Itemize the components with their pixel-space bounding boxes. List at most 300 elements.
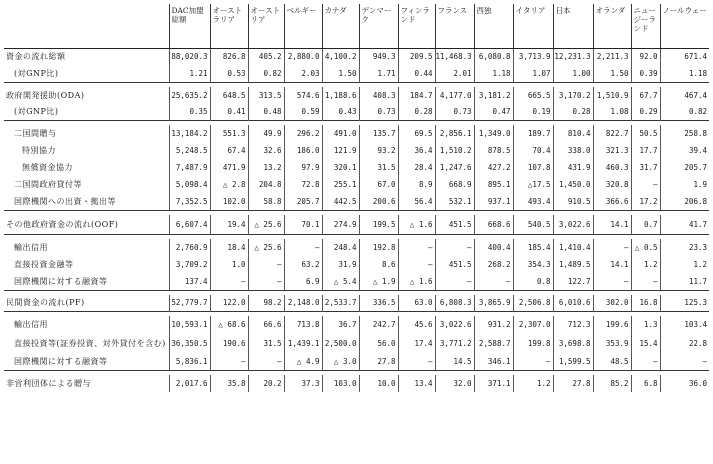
value-cell: 50.5 (631, 125, 660, 142)
value-cell: 36.4 (398, 142, 435, 159)
column-header: デンマーク (359, 4, 398, 48)
value-cell: 67.7 (631, 87, 660, 104)
value-cell: 184.7 (398, 87, 435, 104)
value-cell: 1.9 (660, 176, 709, 193)
value-cell: 14.5 (435, 353, 474, 370)
column-header: フィンランド (398, 4, 435, 48)
row-label: 国際機関への出資・拠出等 (14, 196, 116, 206)
row-label: 直接投資等(証券投資、対外貸付を含む) (14, 338, 166, 348)
value-cell: 48.5 (593, 353, 631, 370)
column-header: ベルギー (284, 4, 322, 48)
value-cell: 3,709.2 (169, 256, 210, 273)
value-cell: 31.5 (359, 159, 398, 176)
table-row (4, 333, 709, 353)
table-row (4, 239, 709, 256)
value-cell: 32.6 (248, 142, 284, 159)
value-cell: 1.71 (359, 65, 398, 82)
value-cell: 668.9 (435, 176, 474, 193)
value-cell: 1.0 (210, 256, 248, 273)
value-cell: △ 1.6 (398, 273, 435, 290)
value-cell: 712.3 (553, 316, 593, 333)
value-cell: — (398, 353, 435, 370)
value-cell: 103.0 (322, 375, 359, 392)
value-cell: 427.2 (474, 159, 513, 176)
column-header: ニュージーランド (631, 4, 660, 48)
value-cell: 532.1 (435, 193, 474, 210)
value-cell: 102.0 (210, 193, 248, 210)
value-cell: 274.9 (322, 215, 359, 235)
value-cell: 2,588.7 (474, 333, 513, 353)
value-cell: 10,593.1 (169, 316, 210, 333)
row-label: 国際機関に対する融資等 (14, 276, 108, 286)
value-cell: 0.29 (631, 104, 660, 121)
value-cell: 185.4 (513, 239, 553, 256)
table-row (4, 176, 709, 193)
value-cell: 14.1 (593, 256, 631, 273)
value-cell: 45.6 (398, 316, 435, 333)
value-cell: 93.2 (359, 142, 398, 159)
value-cell: 313.5 (248, 87, 284, 104)
value-cell: 1.18 (660, 65, 709, 82)
value-cell: 6.9 (284, 273, 322, 290)
value-cell: 0.39 (631, 65, 660, 82)
value-cell: 6,607.4 (169, 215, 210, 235)
table-row (4, 159, 709, 176)
value-cell: 346.1 (474, 353, 513, 370)
value-cell: 321.3 (593, 142, 631, 159)
value-cell: 431.9 (553, 159, 593, 176)
value-cell: 1,489.5 (553, 256, 593, 273)
value-cell: 63.2 (284, 256, 322, 273)
value-cell: 242.7 (359, 316, 398, 333)
value-cell: 206.8 (660, 193, 709, 210)
value-cell: 1,410.4 (553, 239, 593, 256)
value-cell: 10.0 (359, 375, 398, 392)
value-cell: 200.6 (359, 193, 398, 210)
value-cell: 1.18 (474, 65, 513, 82)
value-cell: 5,248.5 (169, 142, 210, 159)
value-cell: 2,307.0 (513, 316, 553, 333)
value-cell: 713.8 (284, 316, 322, 333)
value-cell: 296.2 (284, 125, 322, 142)
value-cell: — (248, 256, 284, 273)
value-cell: 69.5 (398, 125, 435, 142)
column-header: イタリア (513, 4, 553, 48)
row-label: 民間資金の流れ(PF) (6, 298, 85, 308)
value-cell: 0.47 (474, 104, 513, 121)
row-label: 輸出信用 (14, 320, 48, 329)
value-cell: 258.8 (660, 125, 709, 142)
table-row (4, 353, 709, 370)
value-cell: 400.4 (474, 239, 513, 256)
value-cell: 70.4 (513, 142, 553, 159)
value-cell: 1.2 (513, 375, 553, 392)
value-cell: — (398, 256, 435, 273)
value-cell: 3,022.6 (435, 316, 474, 333)
value-cell: 937.1 (474, 193, 513, 210)
value-cell: 97.9 (284, 159, 322, 176)
value-cell: 1,188.6 (322, 87, 359, 104)
table-row (4, 87, 709, 104)
value-cell: 92.0 (631, 48, 660, 65)
value-cell: 2,148.0 (284, 295, 322, 312)
value-cell: — (435, 273, 474, 290)
value-cell: 8.6 (359, 256, 398, 273)
value-cell: 67.4 (210, 142, 248, 159)
value-cell: 0.19 (513, 104, 553, 121)
value-cell: — (248, 273, 284, 290)
value-cell: 671.4 (660, 48, 709, 65)
value-cell: 353.9 (593, 333, 631, 353)
table-row (4, 375, 709, 392)
table-row (4, 273, 709, 290)
value-cell: 0.43 (322, 104, 359, 121)
value-cell: 31.9 (322, 256, 359, 273)
value-cell: 491.0 (322, 125, 359, 142)
value-cell: 460.3 (593, 159, 631, 176)
column-header: 西独 (474, 4, 513, 48)
row-label: 無償資金協力 (22, 163, 73, 172)
value-cell: 199.5 (359, 215, 398, 235)
value-cell: 3,181.2 (474, 87, 513, 104)
value-cell: 1.50 (593, 65, 631, 82)
value-cell: 0.35 (169, 104, 210, 121)
value-cell: 12,231.3 (553, 48, 593, 65)
column-header: カナダ (322, 4, 359, 48)
value-cell: 822.7 (593, 125, 631, 142)
value-cell: 3,022.6 (553, 215, 593, 235)
value-cell: 0.73 (359, 104, 398, 121)
value-cell: 23.3 (660, 239, 709, 256)
value-cell: 2.03 (284, 65, 322, 82)
value-cell: — (631, 273, 660, 290)
value-cell: — (660, 353, 709, 370)
value-cell: 1.50 (322, 65, 359, 82)
row-label: 輸出信用 (14, 243, 48, 252)
row-label: 特別協力 (22, 146, 56, 155)
value-cell: 0.28 (398, 104, 435, 121)
value-cell: 0.73 (435, 104, 474, 121)
value-cell: 0.48 (248, 104, 284, 121)
value-cell: 204.8 (248, 176, 284, 193)
value-cell: 186.0 (284, 142, 322, 159)
value-cell: 125.3 (660, 295, 709, 312)
value-cell: △17.5 (513, 176, 553, 193)
value-cell: 88,020.3 (169, 48, 210, 65)
column-header: オーストラリア (210, 4, 248, 48)
row-label: 資金の流れ総額 (6, 52, 66, 62)
value-cell: 6,080.8 (474, 48, 513, 65)
value-cell: 1.08 (593, 104, 631, 121)
value-cell: 135.7 (359, 125, 398, 142)
value-cell: 7,352.5 (169, 193, 210, 210)
value-cell: 255.1 (322, 176, 359, 193)
value-cell: 1.3 (631, 316, 660, 333)
value-cell: 1,510.9 (593, 87, 631, 104)
value-cell: 121.9 (322, 142, 359, 159)
value-cell: 13.2 (248, 159, 284, 176)
value-cell: 6,808.3 (435, 295, 474, 312)
value-cell: 467.4 (660, 87, 709, 104)
value-cell: — (631, 176, 660, 193)
value-cell: △ 4.9 (284, 353, 322, 370)
value-cell: 19.4 (210, 215, 248, 235)
value-cell: 122.0 (210, 295, 248, 312)
value-cell: 442.5 (322, 193, 359, 210)
value-cell: 949.3 (359, 48, 398, 65)
value-cell: 0.53 (210, 65, 248, 82)
value-cell: 63.0 (398, 295, 435, 312)
value-cell: 25,635.2 (169, 87, 210, 104)
value-cell: 471.9 (210, 159, 248, 176)
value-cell: 1,599.5 (553, 353, 593, 370)
value-cell: 2,506.8 (513, 295, 553, 312)
value-cell: 408.3 (359, 87, 398, 104)
value-cell: 103.4 (660, 316, 709, 333)
value-cell: 931.2 (474, 316, 513, 333)
value-cell: 354.3 (513, 256, 553, 273)
value-cell: 36.7 (322, 316, 359, 333)
value-cell: 451.5 (435, 215, 474, 235)
value-cell: 0.59 (284, 104, 322, 121)
value-cell: 1,349.0 (474, 125, 513, 142)
value-cell: 2,500.0 (322, 333, 359, 353)
column-header: ノールウェー (660, 4, 709, 48)
value-cell: △ 68.6 (210, 316, 248, 333)
value-cell: 5,098.4 (169, 176, 210, 193)
value-cell: 16.8 (631, 295, 660, 312)
value-cell: 451.5 (435, 256, 474, 273)
value-cell: 56.4 (398, 193, 435, 210)
value-cell: 32.0 (435, 375, 474, 392)
value-cell: 1.21 (169, 65, 210, 82)
value-cell: 1,247.6 (435, 159, 474, 176)
value-cell: 7,487.9 (169, 159, 210, 176)
value-cell: 0.7 (631, 215, 660, 235)
value-cell: 895.1 (474, 176, 513, 193)
table-row (4, 193, 709, 210)
value-cell: 31.7 (631, 159, 660, 176)
table-row (4, 215, 709, 235)
value-cell: 52,779.7 (169, 295, 210, 312)
value-cell: 0.8 (513, 273, 553, 290)
value-cell: 540.5 (513, 215, 553, 235)
table-row (4, 256, 709, 273)
statistics-sheet (4, 4, 709, 460)
value-cell: 0.41 (210, 104, 248, 121)
row-label: 国際機関に対する融資等 (14, 356, 108, 366)
value-cell: 6,010.6 (553, 295, 593, 312)
row-label: 非営利団体による贈与 (6, 378, 91, 388)
value-cell: 0.82 (248, 65, 284, 82)
column-header: オーストリア (248, 4, 284, 48)
value-cell: 72.8 (284, 176, 322, 193)
value-cell: 41.7 (660, 215, 709, 235)
value-cell: 39.4 (660, 142, 709, 159)
value-cell: 56.0 (359, 333, 398, 353)
value-cell: 205.7 (660, 159, 709, 176)
value-cell: △ 3.0 (322, 353, 359, 370)
value-cell: — (593, 273, 631, 290)
value-cell: 36.0 (660, 375, 709, 392)
table-row (4, 48, 709, 65)
value-cell: 17.2 (631, 193, 660, 210)
value-cell: 3,170.2 (553, 87, 593, 104)
value-cell: 199.6 (593, 316, 631, 333)
value-cell: — (284, 239, 322, 256)
value-cell: 98.2 (248, 295, 284, 312)
value-cell: 4,177.0 (435, 87, 474, 104)
value-cell: 336.5 (359, 295, 398, 312)
value-cell: 36,350.5 (169, 333, 210, 353)
value-cell: — (513, 353, 553, 370)
value-cell: 366.6 (593, 193, 631, 210)
value-cell: 28.4 (398, 159, 435, 176)
value-cell: — (435, 239, 474, 256)
value-cell: 49.9 (248, 125, 284, 142)
header-corner (4, 4, 169, 48)
value-cell: 1,510.2 (435, 142, 474, 159)
value-cell: 320.8 (593, 176, 631, 193)
value-cell: 371.1 (474, 375, 513, 392)
value-cell: 4,100.2 (322, 48, 359, 65)
value-cell: — (593, 239, 631, 256)
value-cell: 0.82 (660, 104, 709, 121)
value-cell: 338.0 (553, 142, 593, 159)
value-cell: 6.8 (631, 375, 660, 392)
value-cell: 11.7 (660, 273, 709, 290)
row-label: (対GNP比) (14, 107, 59, 117)
value-cell: — (398, 239, 435, 256)
value-cell: 20.2 (248, 375, 284, 392)
value-cell: 0.28 (553, 104, 593, 121)
value-cell: 268.2 (474, 256, 513, 273)
table-row (4, 104, 709, 121)
value-cell: 648.5 (210, 87, 248, 104)
value-cell: 190.6 (210, 333, 248, 353)
value-cell: 205.7 (284, 193, 322, 210)
value-cell: — (210, 353, 248, 370)
value-cell: 0.44 (398, 65, 435, 82)
value-cell: 2.01 (435, 65, 474, 82)
value-cell: 35.8 (210, 375, 248, 392)
value-cell: 70.1 (284, 215, 322, 235)
column-header: オランダ (593, 4, 631, 48)
value-cell: 3,698.8 (553, 333, 593, 353)
value-cell: 15.4 (631, 333, 660, 353)
value-cell: 22.8 (660, 333, 709, 353)
value-cell: 1.2 (660, 256, 709, 273)
value-cell: 1.2 (631, 256, 660, 273)
row-label: 二国間政府貸付等 (14, 180, 82, 189)
value-cell: 1,439.1 (284, 333, 322, 353)
value-cell: 58.8 (248, 193, 284, 210)
table-row (4, 125, 709, 142)
value-cell: 13,184.2 (169, 125, 210, 142)
value-cell: 810.4 (553, 125, 593, 142)
value-cell: 2,880.0 (284, 48, 322, 65)
table-row (4, 65, 709, 82)
value-cell: 27.8 (553, 375, 593, 392)
value-cell: 192.8 (359, 239, 398, 256)
table-body (4, 48, 709, 392)
value-cell: 27.8 (359, 353, 398, 370)
value-cell: 405.2 (248, 48, 284, 65)
row-label: 直接投資金融等 (14, 260, 74, 269)
value-cell: 107.8 (513, 159, 553, 176)
value-cell: 248.4 (322, 239, 359, 256)
value-cell: △ 0.5 (631, 239, 660, 256)
value-cell: △ 2.8 (210, 176, 248, 193)
value-cell: — (210, 273, 248, 290)
value-cell: 209.5 (398, 48, 435, 65)
value-cell: 37.3 (284, 375, 322, 392)
value-cell: 320.1 (322, 159, 359, 176)
table-row (4, 316, 709, 333)
value-cell: 199.8 (513, 333, 553, 353)
table-row (4, 142, 709, 159)
header-row (4, 4, 709, 48)
value-cell: 13.4 (398, 375, 435, 392)
value-cell: 826.8 (210, 48, 248, 65)
resource-flow-table (4, 4, 709, 392)
value-cell: 17.7 (631, 142, 660, 159)
value-cell: 85.2 (593, 375, 631, 392)
column-header: DAC加盟総額 (169, 4, 210, 48)
value-cell: △ 25.6 (248, 215, 284, 235)
column-header: 日本 (553, 4, 593, 48)
row-label: その他政府資金の流れ(OOF) (6, 219, 119, 229)
value-cell: — (474, 273, 513, 290)
value-cell: 18.4 (210, 239, 248, 256)
value-cell: — (631, 353, 660, 370)
value-cell: 3,865.9 (474, 295, 513, 312)
value-cell: 1.07 (513, 65, 553, 82)
value-cell: — (248, 353, 284, 370)
value-cell: 551.3 (210, 125, 248, 142)
value-cell: 3,771.2 (435, 333, 474, 353)
value-cell: 668.6 (474, 215, 513, 235)
value-cell: 2,760.9 (169, 239, 210, 256)
row-label: (対GNP比) (14, 68, 59, 78)
row-label: 二国間贈与 (14, 129, 57, 138)
value-cell: 8.9 (398, 176, 435, 193)
value-cell: 17.4 (398, 333, 435, 353)
value-cell: 189.7 (513, 125, 553, 142)
value-cell: △ 5.4 (322, 273, 359, 290)
value-cell: 1,450.0 (553, 176, 593, 193)
value-cell: 2,211.3 (593, 48, 631, 65)
value-cell: 122.7 (553, 273, 593, 290)
table-row (4, 295, 709, 312)
value-cell: 14.1 (593, 215, 631, 235)
value-cell: 11,468.3 (435, 48, 474, 65)
value-cell: △ 1.9 (359, 273, 398, 290)
value-cell: 137.4 (169, 273, 210, 290)
value-cell: 574.6 (284, 87, 322, 104)
value-cell: 302.0 (593, 295, 631, 312)
value-cell: 2,017.6 (169, 375, 210, 392)
value-cell: 910.5 (553, 193, 593, 210)
value-cell: 2,856.1 (435, 125, 474, 142)
value-cell: 67.0 (359, 176, 398, 193)
value-cell: 5,836.1 (169, 353, 210, 370)
column-header: フランス (435, 4, 474, 48)
value-cell: 493.4 (513, 193, 553, 210)
value-cell: 665.5 (513, 87, 553, 104)
value-cell: 2,533.7 (322, 295, 359, 312)
value-cell: 66.6 (248, 316, 284, 333)
